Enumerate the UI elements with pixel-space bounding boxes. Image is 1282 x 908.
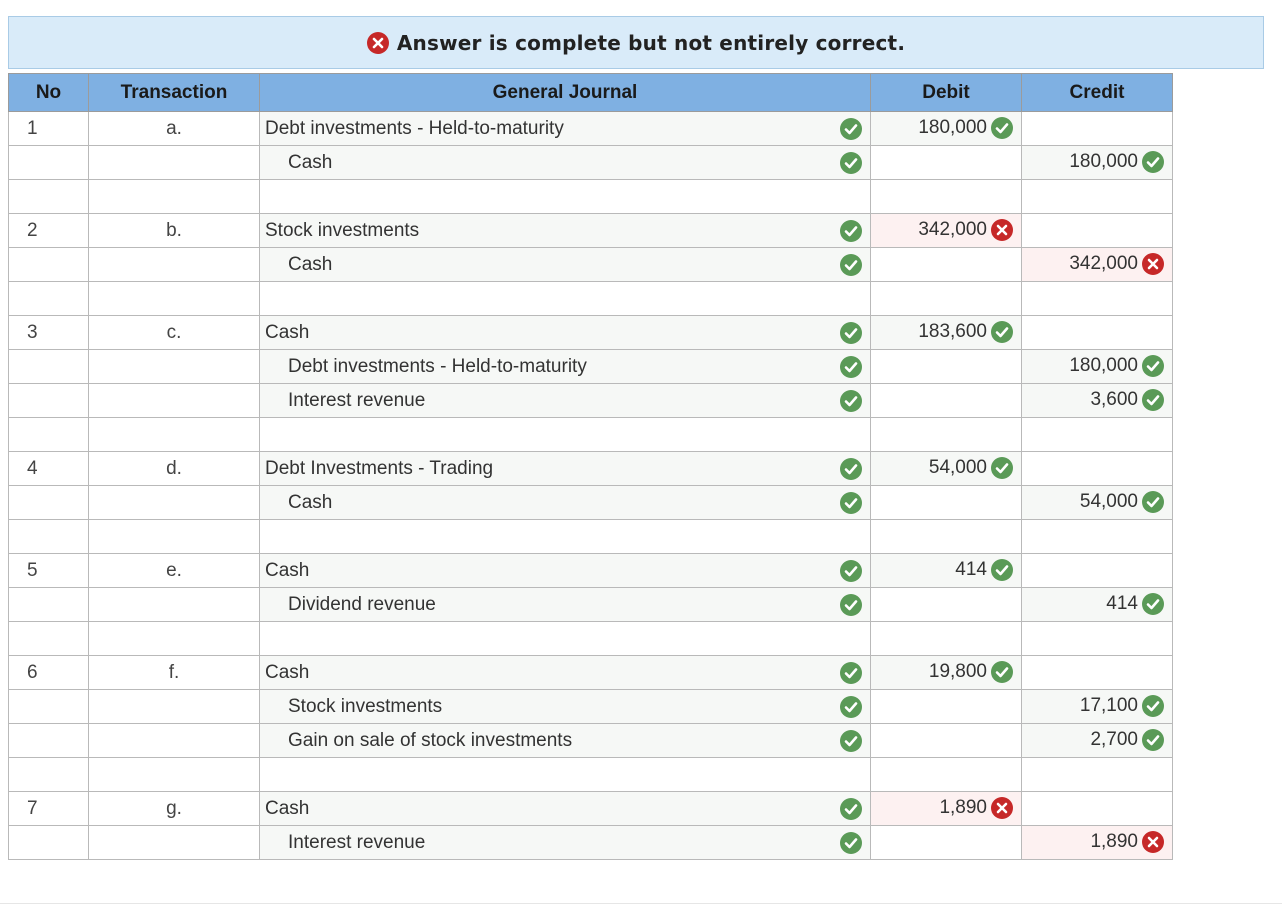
credit-cell <box>1022 520 1173 554</box>
debit-amount: 183,600 <box>918 321 987 343</box>
row-number: 1 <box>9 112 89 146</box>
table-row <box>9 214 1173 248</box>
check-icon <box>840 458 862 480</box>
transaction-letter: c. <box>89 316 260 350</box>
table-row <box>9 248 1173 282</box>
credit-cell <box>1022 180 1173 214</box>
account-name: Interest revenue <box>288 389 426 411</box>
credit-cell <box>1022 758 1173 792</box>
debit-amount: 54,000 <box>928 457 987 479</box>
transaction-letter <box>89 282 260 316</box>
check-icon <box>840 594 862 616</box>
table-row <box>9 350 1173 384</box>
row-number: 6 <box>9 656 89 690</box>
debit-cell <box>871 146 1022 180</box>
check-icon <box>991 321 1013 343</box>
debit-cell <box>871 520 1022 554</box>
check-icon <box>840 560 862 582</box>
credit-cell <box>1022 418 1173 452</box>
table-header-row <box>9 74 1173 112</box>
check-icon <box>1142 729 1164 751</box>
credit-amount: 1,890 <box>1090 831 1138 853</box>
check-icon <box>991 117 1013 139</box>
debit-cell <box>871 724 1022 758</box>
debit-cell <box>871 758 1022 792</box>
transaction-letter <box>89 520 260 554</box>
row-number: 4 <box>9 452 89 486</box>
credit-cell <box>1022 112 1173 146</box>
row-number <box>9 146 89 180</box>
check-icon <box>840 696 862 718</box>
check-icon <box>1142 491 1164 513</box>
account-name: Stock investments <box>288 695 443 717</box>
row-number <box>9 724 89 758</box>
account-cell[interactable] <box>260 350 871 384</box>
debit-cell <box>871 384 1022 418</box>
table-row <box>9 316 1173 350</box>
check-icon <box>991 559 1013 581</box>
account-cell[interactable] <box>260 724 871 758</box>
row-number <box>9 622 89 656</box>
transaction-letter: e. <box>89 554 260 588</box>
error-x-icon <box>367 32 389 54</box>
debit-amount: 414 <box>955 559 987 581</box>
account-name: Cash <box>288 151 333 173</box>
row-number <box>9 520 89 554</box>
debit-amount: 19,800 <box>928 661 987 683</box>
header-credit: Credit <box>1022 74 1173 112</box>
row-number: 3 <box>9 316 89 350</box>
credit-cell[interactable] <box>1022 248 1173 282</box>
page-divider <box>0 903 1282 904</box>
transaction-letter <box>89 690 260 724</box>
check-icon <box>840 118 862 140</box>
account-cell <box>260 282 871 316</box>
check-icon <box>840 832 862 854</box>
debit-cell <box>871 588 1022 622</box>
table-row <box>9 384 1173 418</box>
transaction-letter <box>89 486 260 520</box>
account-name: Stock investments <box>265 219 420 241</box>
credit-cell[interactable] <box>1022 486 1173 520</box>
credit-cell <box>1022 622 1173 656</box>
general-journal-table <box>8 73 1173 860</box>
debit-cell <box>871 282 1022 316</box>
transaction-letter <box>89 758 260 792</box>
account-cell[interactable] <box>260 486 871 520</box>
credit-cell <box>1022 282 1173 316</box>
account-cell[interactable] <box>260 146 871 180</box>
row-number <box>9 418 89 452</box>
transaction-letter <box>89 180 260 214</box>
account-cell <box>260 622 871 656</box>
account-cell <box>260 180 871 214</box>
error-x-icon <box>1142 253 1164 275</box>
debit-cell[interactable] <box>871 554 1022 588</box>
transaction-letter <box>89 418 260 452</box>
blank-row <box>9 758 1173 792</box>
account-cell[interactable] <box>260 316 871 350</box>
transaction-letter <box>89 146 260 180</box>
transaction-letter <box>89 384 260 418</box>
row-number: 5 <box>9 554 89 588</box>
header-transaction: Transaction <box>89 74 260 112</box>
credit-cell <box>1022 656 1173 690</box>
account-name: Cash <box>288 491 333 513</box>
account-cell <box>260 758 871 792</box>
debit-cell <box>871 622 1022 656</box>
transaction-letter <box>89 826 260 860</box>
credit-cell <box>1022 316 1173 350</box>
account-name: Cash <box>265 661 310 683</box>
debit-cell <box>871 690 1022 724</box>
check-icon <box>840 152 862 174</box>
row-number <box>9 180 89 214</box>
blank-row <box>9 520 1173 554</box>
credit-amount: 342,000 <box>1069 253 1138 275</box>
account-name: Debt investments - Held-to-maturity <box>288 355 587 377</box>
debit-cell[interactable] <box>871 316 1022 350</box>
check-icon <box>840 254 862 276</box>
debit-amount: 1,890 <box>939 797 987 819</box>
blank-row <box>9 418 1173 452</box>
credit-cell <box>1022 792 1173 826</box>
credit-cell[interactable] <box>1022 690 1173 724</box>
row-number <box>9 486 89 520</box>
account-cell[interactable] <box>260 248 871 282</box>
debit-cell <box>871 486 1022 520</box>
credit-amount: 17,100 <box>1079 695 1138 717</box>
account-name: Cash <box>265 797 310 819</box>
transaction-letter: f. <box>89 656 260 690</box>
table-row <box>9 690 1173 724</box>
account-cell[interactable] <box>260 384 871 418</box>
check-icon <box>840 220 862 242</box>
table-row <box>9 826 1173 860</box>
account-name: Debt Investments - Trading <box>265 457 494 479</box>
account-cell[interactable] <box>260 214 871 248</box>
account-name: Interest revenue <box>288 831 426 853</box>
transaction-letter <box>89 248 260 282</box>
table-row <box>9 146 1173 180</box>
credit-cell[interactable] <box>1022 350 1173 384</box>
table-row <box>9 452 1173 486</box>
answer-status-banner <box>8 16 1264 69</box>
check-icon <box>1142 593 1164 615</box>
account-cell[interactable] <box>260 452 871 486</box>
row-number <box>9 690 89 724</box>
header-general-journal: General Journal <box>260 74 871 112</box>
credit-cell[interactable] <box>1022 826 1173 860</box>
debit-cell[interactable] <box>871 214 1022 248</box>
check-icon <box>991 457 1013 479</box>
header-no: No <box>9 74 89 112</box>
debit-cell <box>871 350 1022 384</box>
credit-cell <box>1022 452 1173 486</box>
check-icon <box>1142 389 1164 411</box>
credit-cell[interactable] <box>1022 384 1173 418</box>
credit-cell[interactable] <box>1022 588 1173 622</box>
debit-cell[interactable] <box>871 452 1022 486</box>
row-number <box>9 282 89 316</box>
table-row <box>9 724 1173 758</box>
credit-amount: 3,600 <box>1090 389 1138 411</box>
row-number <box>9 758 89 792</box>
header-debit: Debit <box>871 74 1022 112</box>
credit-cell[interactable] <box>1022 146 1173 180</box>
account-cell[interactable] <box>260 690 871 724</box>
error-x-icon <box>991 797 1013 819</box>
blank-row <box>9 282 1173 316</box>
transaction-letter <box>89 622 260 656</box>
credit-amount: 414 <box>1106 593 1138 615</box>
transaction-letter <box>89 588 260 622</box>
credit-cell[interactable] <box>1022 724 1173 758</box>
account-name: Gain on sale of stock investments <box>288 729 573 751</box>
debit-amount: 342,000 <box>918 219 987 241</box>
banner-message: Answer is complete but not entirely correct. <box>396 30 906 55</box>
transaction-letter: d. <box>89 452 260 486</box>
credit-cell <box>1022 214 1173 248</box>
credit-amount: 180,000 <box>1069 151 1138 173</box>
check-icon <box>840 662 862 684</box>
debit-amount: 180,000 <box>918 117 987 139</box>
blank-row <box>9 180 1173 214</box>
debit-cell <box>871 180 1022 214</box>
error-x-icon <box>1142 831 1164 853</box>
credit-cell <box>1022 554 1173 588</box>
table-row <box>9 486 1173 520</box>
check-icon <box>840 798 862 820</box>
account-name: Cash <box>288 253 333 275</box>
transaction-letter: g. <box>89 792 260 826</box>
debit-cell <box>871 826 1022 860</box>
account-cell[interactable] <box>260 792 871 826</box>
check-icon <box>1142 355 1164 377</box>
account-name: Dividend revenue <box>288 593 436 615</box>
check-icon <box>840 322 862 344</box>
debit-cell <box>871 248 1022 282</box>
table-row <box>9 792 1173 826</box>
debit-cell[interactable] <box>871 792 1022 826</box>
check-icon <box>840 730 862 752</box>
account-name: Debt investments - Held-to-maturity <box>265 117 564 139</box>
row-number: 7 <box>9 792 89 826</box>
table-row <box>9 588 1173 622</box>
transaction-letter: a. <box>89 112 260 146</box>
row-number <box>9 350 89 384</box>
check-icon <box>1142 695 1164 717</box>
row-number <box>9 248 89 282</box>
table-row <box>9 112 1173 146</box>
transaction-letter: b. <box>89 214 260 248</box>
account-cell[interactable] <box>260 826 871 860</box>
account-name: Cash <box>265 559 310 581</box>
table-row <box>9 554 1173 588</box>
blank-row <box>9 622 1173 656</box>
error-x-icon <box>991 219 1013 241</box>
credit-amount: 2,700 <box>1090 729 1138 751</box>
check-icon <box>1142 151 1164 173</box>
transaction-letter <box>89 350 260 384</box>
credit-amount: 180,000 <box>1069 355 1138 377</box>
account-cell <box>260 418 871 452</box>
account-cell[interactable] <box>260 554 871 588</box>
debit-cell <box>871 418 1022 452</box>
table-row <box>9 656 1173 690</box>
row-number <box>9 826 89 860</box>
account-cell[interactable] <box>260 588 871 622</box>
account-cell <box>260 520 871 554</box>
check-icon <box>991 661 1013 683</box>
account-name: Cash <box>265 321 310 343</box>
check-icon <box>840 492 862 514</box>
transaction-letter <box>89 724 260 758</box>
account-cell[interactable] <box>260 656 871 690</box>
check-icon <box>840 356 862 378</box>
row-number <box>9 588 89 622</box>
row-number <box>9 384 89 418</box>
account-cell[interactable] <box>260 112 871 146</box>
debit-cell[interactable] <box>871 656 1022 690</box>
debit-cell[interactable] <box>871 112 1022 146</box>
row-number: 2 <box>9 214 89 248</box>
check-icon <box>840 390 862 412</box>
credit-amount: 54,000 <box>1079 491 1138 513</box>
